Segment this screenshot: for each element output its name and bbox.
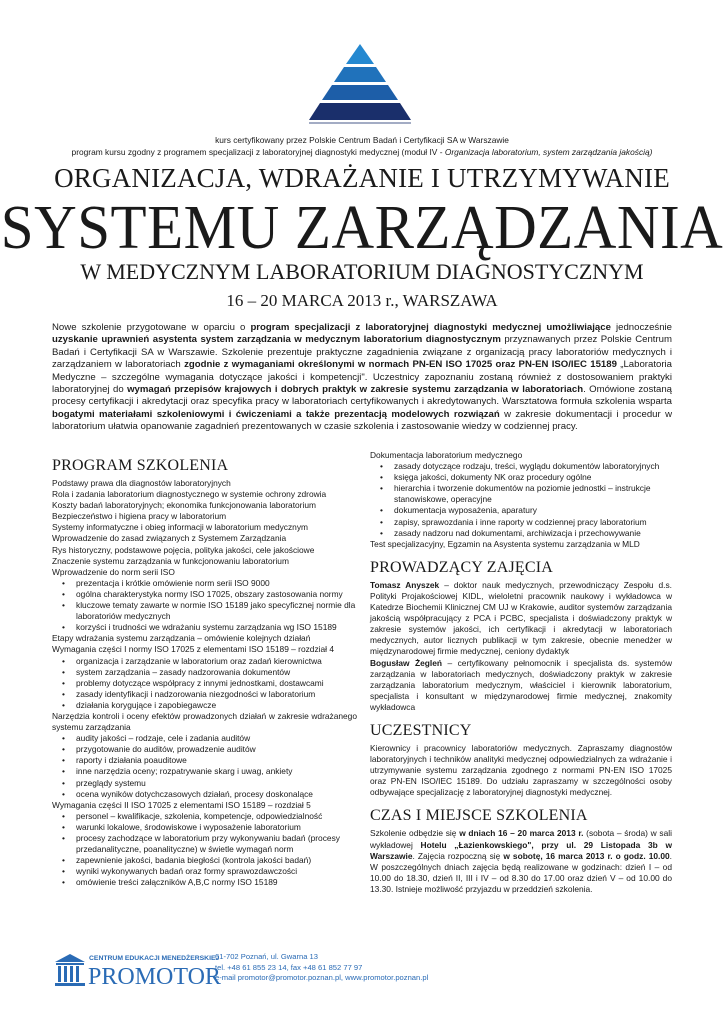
bullet-item: • zasady identyfikacji i nadzorowania niezgodności w laboratorium [52, 689, 357, 700]
org-name-small: CENTRUM EDUKACJI MENEDŻERSKIEJ [89, 955, 220, 962]
bullet-item: • przeglądy systemu [52, 778, 357, 789]
org-name-big: PROMOTOR [88, 964, 221, 990]
intro-paragraph: Nowe szkolenie przygotowane w oparciu o program specjalizacji z laboratoryjnej diagnostyki medycznej umożliwiające jednocześnie uzyskanie uprawnień asystenta system zarządzania w medycznym laboratorium diagnostycznym przyznawanych przez Polskie Centrum Badań i Certyfikacji SA w Warszawie. Szkolenie prezentuje praktyczne zagadnienia związane z organizacją pracy laboratoriów medycznych i zarządzaniem w laboratoriach zgodnie z wymaganiami określonymi w normach PN-EN ISO 17025 oraz PN-EN ISO/IEC 15189 „Laboratoria Medyczne – szczególne wymagania dotyczące jakości i kompetencji". Uczestnicy zapoznaniu zostaną również z dostosowaniem praktyki laboratoryjnej do wymagań przepisów krajowych i dobrych praktyk w zakresie systemu zarządzania w laboratoriach. Omówione zostaną procesy certyfikacji i akredytacji oraz specyfika pracy w laboratoriach certyfikowanych i akredytowanych. Warsztatowa formuła szkolenia wsparta bogatymi materiałami szkoleniowymi i ćwiczeniami a także prezentacją modelowych rozwiązań w zakresie dokumentacji i procedur w laboratorium ułatwia opanowanie zagadnień prezentowanych w czasie szkolenia i zastosowanie wiedzy w codziennej pracy. [52, 322, 672, 433]
title-line-2: SYSTEMU ZARZĄDZANIA [0, 192, 724, 262]
list-item: Systemy informatyczne i obieg informacji w laboratorium medycznym [52, 522, 308, 533]
right-column [370, 450, 672, 895]
instructor-bio: Tomasz Anyszek – doktor nauk medycznych, przewodniczący Zespołu d.s. Polityki Projakościowej KIDL, wieloletni pracownik naukowy i wykładowca w Katedrze Biochemii Klinicznej CM UJ w Krakowie, auditor systemów zarządzania jakością współpracujący z PCA i PCBC, specjalista i doświadczony praktyk w zakresie systemów jakości, ich certyfikacji i akredytacji w laboratoriach medycznych, autor licznych publikacji w tym zakresie, obecnie menedżer w międzynarodowej firmie medycznej, ceniony dydaktyk [370, 579, 673, 657]
bullet-item: • przygotowanie do auditów, prowadzenie auditów [52, 744, 357, 755]
program-heading: PROGRAM SZKOLENIA [52, 457, 229, 474]
bullet-item: • korzyści i trudności we wdrażaniu systemu zarządzania wg ISO 15189 [52, 622, 357, 633]
footer-email[interactable]: e-mail promotor@promotor.poznan.pl, www.promotor.poznan.pl [215, 973, 429, 982]
bullet-item: • hierarchia i tworzenie dokumentów na poziomie jednostki – instrukcje stanowiskowe, operacyjne [370, 483, 672, 505]
list-item: Wymagania części I normy ISO 17025 z elementami ISO 15189 – rozdział 4 [52, 644, 335, 655]
bullet-item: • wyniki wykonywanych badań oraz formy sprawozdawczości [52, 866, 357, 877]
participants-heading: UCZESTNICY [370, 721, 472, 739]
certification-note: kurs certyfikowany przez Polskie Centrum Badań i Certyfikacji SA w Warszawie [215, 135, 509, 145]
bullet-item: • omówienie treści załączników A,B,C normy ISO 15189 [52, 877, 357, 888]
footer-address: 61-702 Poznań, ul. Gwarna 13 [215, 952, 319, 961]
time-place-text: Szkolenie odbędzie się w dniach 16 – 20 marca 2013 r. (sobota – środa) w sali wykładowej Hotelu „Łazienkowskiego", przy ul. 29 Listopada 3b w Warszawie. Zajęcia rozpoczną się w sobotę, 16 marca 2013 r. o godz. 10.00. W poszczególnych dniach zajęcia będą realizowane w godzinach: dzień I – od 10.00 do 18.30, dzień II, III i IV – od 8.30 do 17.00 oraz dzień V – od 10.00 do 13.30. Istnieje możliwość przyjazdu w przeddzień szkolenia. [370, 828, 672, 894]
bullet-item: • organizacja i zarządzanie w laboratorium oraz zadań kierownictwa [52, 656, 357, 667]
bullet-item: • kluczowe tematy zawarte w normie ISO 15189 jako specyficznej normie dla laboratoriów medycznych [52, 600, 357, 622]
list-item: Wprowadzenie do norm serii ISO [52, 566, 175, 577]
list-item: Dokumentacja laboratorium medycznego [370, 450, 523, 460]
instructors-heading: PROWADZĄCY ZAJĘCIA [370, 558, 554, 576]
bullet-item: • audity jakości – rodzaje, cele i zadania auditów [52, 733, 357, 744]
footer-contact [215, 952, 428, 984]
pyramid-logo [307, 42, 413, 128]
promotor-logo [52, 950, 221, 990]
list-item: Test specjalizacyjny, Egzamin na Asystenta systemu zarządzania w MLD [370, 538, 640, 549]
bullet-item: • personel – kwalifikacje, szkolenia, kompetencje, odpowiedzialność [52, 811, 357, 822]
list-item: Bezpieczeństwo i higiena pracy w laboratorium [52, 511, 227, 522]
bullet-item: • inne narzędzia oceny; rozpatrywanie skarg i uwag, ankiety [52, 766, 357, 777]
participants-text: Kierownicy i pracownicy laboratoriów medycznych. Zapraszamy diagnostów laboratoryjnych i techników analityki medycznej odpowiedzialnych za wdrażanie i utrzymywanie systemu zarządzania zgodnego z normami PN-EN ISO 17025 oraz PN-EN ISO/IEC 15189. Do udziału zapraszamy w szczególności osoby odbywające specjalizację z laboratoryjnej diagnostyki medycznej. [370, 742, 672, 798]
bullet-item: • księga jakości, dokumenty NK oraz procedury ogólne [370, 472, 672, 483]
bullet-item: • zasady dotyczące rodzaju, treści, wyglądu dokumentów laboratoryjnych [370, 461, 672, 472]
bullet-item: • ogólna charakterystyka normy ISO 17025, obszary zastosowania normy [52, 589, 357, 600]
bullet-item: • prezentacja i krótkie omówienie norm serii ISO 9000 [52, 578, 357, 589]
bullet-item: • dokumentacja wyposażenia, aparatury [370, 505, 672, 516]
bullet-item: • zapisy, sprawozdania i inne raporty w codziennej pracy laboratorium [370, 517, 672, 528]
list-item: Znaczenie systemu zarządzania w funkcjonowaniu laboratorium [52, 555, 289, 566]
list-item: Rys historyczny, podstawowe pojęcia, polityka jakości, cele jakościowe [52, 544, 315, 555]
bullet-item: • działania korygujące i zapobiegawcze [52, 700, 357, 711]
list-item: Wprowadzenie do zasad związanych z Systemem Zarządzania [52, 533, 287, 544]
bullet-item: • raporty i działania poauditowe [52, 755, 357, 766]
bullet-item: • zapewnienie jakości, badania biegłości (kontrola jakości badań) [52, 855, 357, 866]
list-item: Podstawy prawa dla diagnostów laboratoryjnych [52, 478, 231, 488]
instructor-bio: Bogusław Żegleń – certyfikowany pełnomocnik i specjalista ds. systemów zarządzania w laboratoriach medycznych, doświadczony praktyk w zakresie zarządzania laboratorium medycznym, właściciel i kierownik laboratorium, specjalista i konsultant w międzynarodowej firmie medycznej, znakomity wykładowca [370, 657, 673, 712]
program-note: program kursu zgodny z programem specjalizacji z laboratoryjnej diagnostyki medycznej (moduł IV - Organizacja laboratorium, system zarządzania jakością) [71, 147, 653, 157]
bullet-item: • zasady nadzoru nad dokumentami, archiwizacja i przechowywanie [370, 528, 672, 539]
bullet-item: • procesy zachodzące w laboratorium przy wykonywaniu badań (procesy przedanalityczne, poanalityczne) w świetle wymagań norm [52, 833, 357, 855]
list-item: Koszty badań laboratoryjnych; ekonomika funkcjonowania laboratorium [52, 500, 316, 511]
list-item: Narzędzia kontroli i oceny efektów prowadzonych działań w zakresie wdrażanego systemu zarządzania [52, 710, 357, 733]
event-dates: 16 – 20 MARCA 2013 r., WARSZAWA [226, 291, 498, 310]
title-line-3: W MEDYCZNYM LABORATORIUM DIAGNOSTYCZNYM [80, 259, 644, 284]
list-item: Etapy wdrażania systemu zarządzania – omówienie kolejnych działań [52, 633, 311, 644]
bullet-item: • problemy dotyczące współpracy z innymi jednostkami, dostawcami [52, 678, 357, 689]
footer-phone: tel. +48 61 855 23 14, fax +48 61 852 77 97 [215, 962, 363, 972]
bullet-item: • warunki lokalowe, środowiskowe i wyposażenie laboratorium [52, 822, 357, 833]
list-item: Wymagania części II ISO 17025 z elementami ISO 15189 – rozdział 5 [52, 799, 311, 810]
program-section [52, 456, 357, 888]
time-place-heading: CZAS I MIEJSCE SZKOLENIA [370, 807, 588, 825]
list-item: Rola i zadania laboratorium diagnostycznego w systemie ochrony zdrowia [52, 489, 327, 500]
title-line-1: ORGANIZACJA, WDRAŻANIE I UTRZYMYWANIE [54, 163, 670, 193]
bullet-item: • ocena wyników dotychczasowych działań, procesy doskonalące [52, 789, 357, 800]
bullet-item: • system zarządzania – zasady nadzorowania dokumentów [52, 667, 357, 678]
